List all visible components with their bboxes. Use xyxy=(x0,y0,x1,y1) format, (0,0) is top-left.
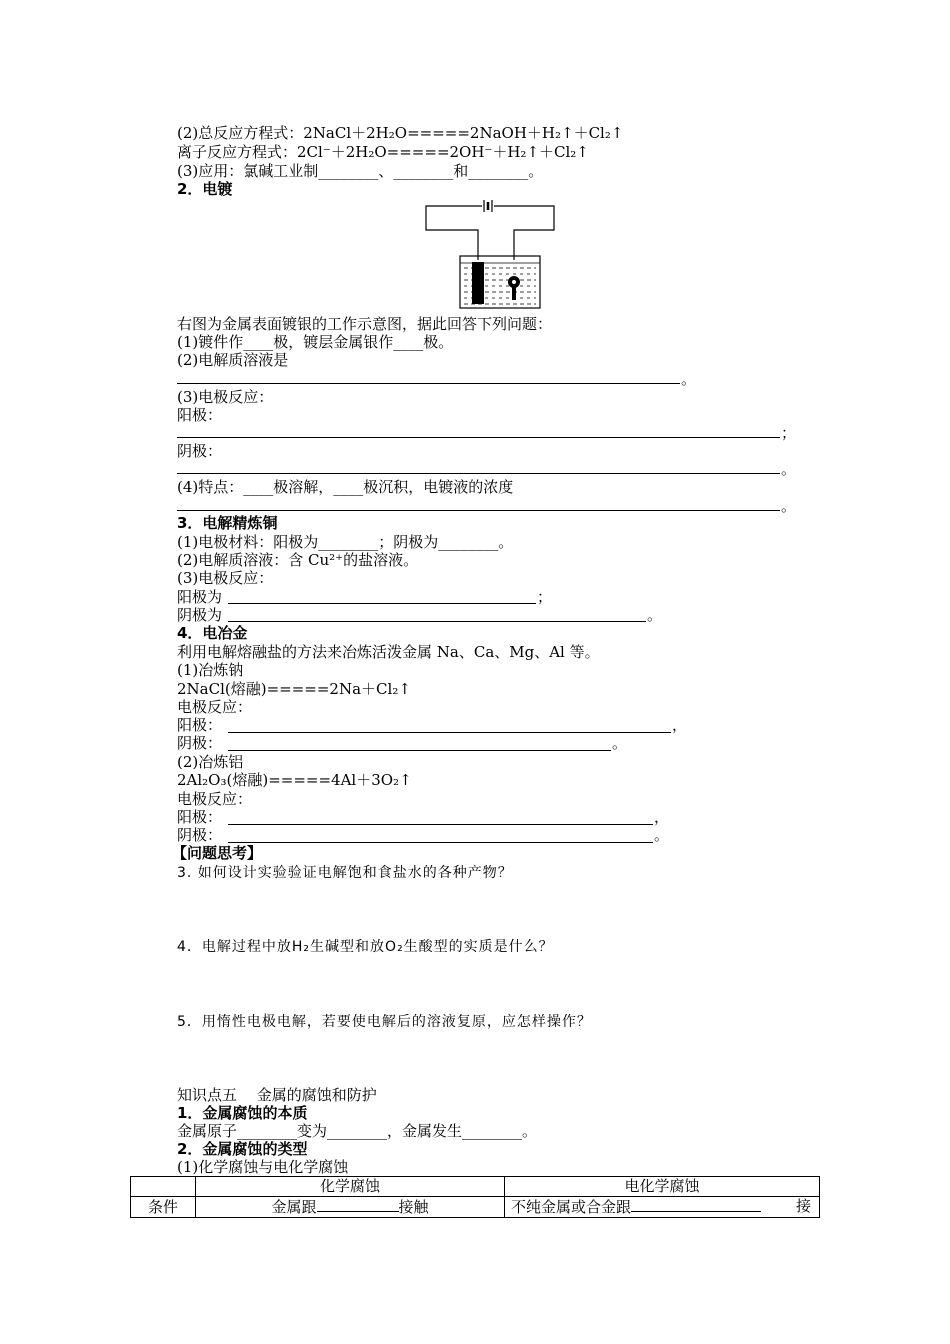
answer-line[interactable] xyxy=(177,510,780,511)
table-row xyxy=(131,1197,820,1218)
refining-anode-label: 阳极为 xyxy=(177,588,223,606)
col-chem-header: 化学腐蚀 xyxy=(196,1177,505,1197)
answer-line[interactable] xyxy=(177,473,780,474)
semicolon-mark: ； xyxy=(537,588,553,606)
electro-cond-suffix: 接 xyxy=(795,1197,811,1215)
col-electro-header: 电化学腐蚀 xyxy=(505,1177,820,1197)
metallurgy-heading: 4．电冶金 xyxy=(177,624,248,642)
table-row xyxy=(131,1177,820,1197)
plating-cathode-label: 阴极： xyxy=(177,442,223,460)
k5-heading-1: 1．金属腐蚀的本质 xyxy=(177,1104,308,1122)
answer-line[interactable] xyxy=(228,732,671,733)
semicolon-mark: ； xyxy=(781,424,797,442)
corrosion-table xyxy=(130,1176,820,1218)
answer-line[interactable] xyxy=(228,750,611,751)
plating-intro: 右图为金属表面镀银的工作示意图，据此回答下列问题： xyxy=(177,315,553,333)
plating-q4: (4)特点：____极溶解，____极沉积，电镀液的浓度 xyxy=(177,478,514,496)
thinking-q4: 4．电解过程中放H₂生碱型和放O₂生酸型的实质是什么？ xyxy=(177,939,554,955)
plating-q2: (2)电解质溶液是 xyxy=(177,351,289,369)
application-line: (3)应用：氯碱工业制________、________和________。 xyxy=(177,162,544,180)
answer-line[interactable] xyxy=(177,383,680,384)
plating-anode-label: 阳极： xyxy=(177,406,223,424)
k5-heading-2: 2．金属腐蚀的类型 xyxy=(177,1140,308,1158)
plating-q1: (1)镀件作____极，镀层金属银作____极。 xyxy=(177,333,454,351)
thinking-q5: 5．用惰性电极电解，若要使电解后的溶液复原，应怎样操作？ xyxy=(177,1014,592,1030)
electrode-label: 电极反应： xyxy=(177,698,253,716)
aluminium-title: (2)冶炼铝 xyxy=(177,753,244,771)
refining-q2: (2)电解质溶液：含 Cu²⁺的盐溶液。 xyxy=(177,551,419,569)
answer-blank[interactable] xyxy=(317,1197,399,1212)
comma-mark: ， xyxy=(654,808,670,826)
aluminium-equation: 2Al₂O₃(熔融)=====4Al＋3O₂↑ xyxy=(177,771,412,789)
k5-line-1: 金属原子________变为________，金属发生________。 xyxy=(177,1122,538,1140)
comma-mark: ， xyxy=(672,716,688,734)
metallurgy-intro: 利用电解熔融盐的方法来冶炼活泼金属 Na、Ca、Mg、Al 等。 xyxy=(177,643,600,661)
row-label-condition: 条件 xyxy=(131,1197,196,1218)
chem-condition xyxy=(196,1197,505,1218)
aluminium-anode-label: 阳极： xyxy=(177,808,223,826)
refining-q1: (1)电极材料：阳极为________；阴极为________。 xyxy=(177,533,514,551)
chem-cond-suffix: 接触 xyxy=(398,1198,429,1216)
period-mark: 。 xyxy=(647,606,663,624)
electrode-label: 电极反应： xyxy=(177,790,253,808)
sodium-title: (1)冶炼钠 xyxy=(177,661,244,679)
electro-cond-prefix: 不纯金属或合金跟 xyxy=(511,1198,632,1216)
answer-line[interactable] xyxy=(228,621,646,622)
answer-blank[interactable] xyxy=(631,1197,761,1212)
k5-title: 知识点五 金属的腐蚀和防护 xyxy=(177,1086,377,1104)
total-equation: (2)总反应方程式：2NaCl＋2H₂O=====2NaOH＋H₂↑＋Cl₂↑ xyxy=(177,124,624,142)
answer-line[interactable] xyxy=(177,437,780,438)
period-mark: 。 xyxy=(654,826,670,844)
thinking-heading: 【问题思考】 xyxy=(172,844,263,862)
refining-cathode-label: 阴极为 xyxy=(177,606,223,624)
ionic-equation: 离子反应方程式：2Cl⁻＋2H₂O=====2OH⁻＋H₂↑＋Cl₂↑ xyxy=(177,143,589,161)
refining-q3: (3)电极反应： xyxy=(177,569,274,587)
thinking-q3: 3. 如何设计实验验证电解饱和食盐水的各种产物？ xyxy=(177,865,513,881)
plating-q3: (3)电极反应： xyxy=(177,388,274,406)
period-mark: 。 xyxy=(681,370,697,388)
period-mark: 。 xyxy=(781,497,797,515)
period-mark: 。 xyxy=(781,460,797,478)
electro-condition xyxy=(505,1197,820,1218)
electroplating-diagram xyxy=(420,198,560,313)
electroplating-heading: 2．电镀 xyxy=(177,180,233,198)
sodium-cathode-label: 阴极： xyxy=(177,734,223,752)
chem-cond-prefix: 金属跟 xyxy=(271,1198,317,1216)
answer-line[interactable] xyxy=(228,842,653,843)
aluminium-cathode-label: 阴极： xyxy=(177,826,223,844)
table-cell xyxy=(131,1177,196,1197)
period-mark: 。 xyxy=(612,734,628,752)
k5-sub-1: (1)化学腐蚀与电化学腐蚀 xyxy=(177,1158,349,1176)
sodium-equation: 2NaCl(熔融)=====2Na＋Cl₂↑ xyxy=(177,680,411,698)
sodium-anode-label: 阳极： xyxy=(177,716,223,734)
answer-line[interactable] xyxy=(228,824,653,825)
refining-heading: 3．电解精炼铜 xyxy=(177,514,278,532)
answer-line[interactable] xyxy=(228,603,536,604)
